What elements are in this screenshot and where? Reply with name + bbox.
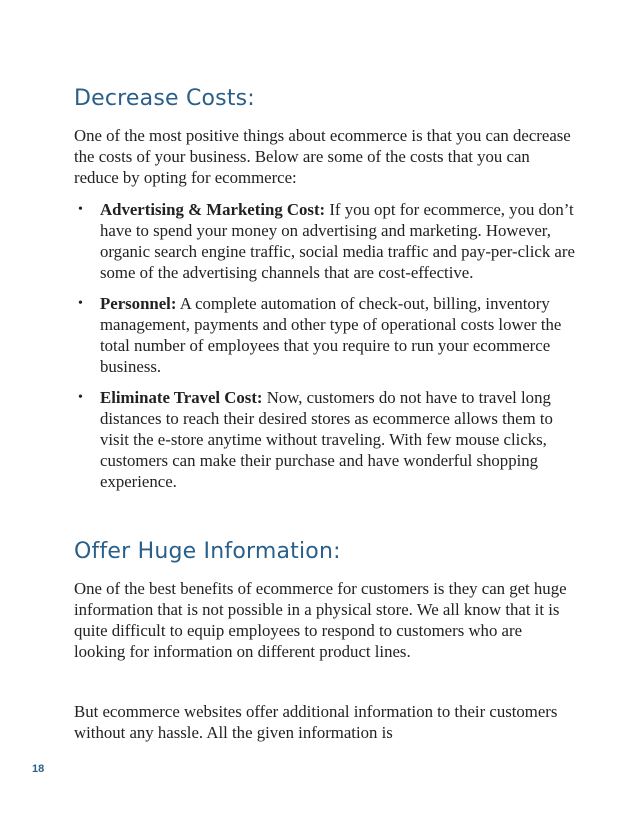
bullet-term: Eliminate Travel Cost:	[100, 388, 263, 407]
bullet-advertising-marketing	[74, 199, 584, 283]
section-heading-offer-information: Offer Huge Information:	[74, 539, 341, 564]
bullet-term: Personnel:	[100, 294, 177, 313]
offer-information-paragraph-2: But ecommerce websites offer additional information to their customers without any hassle. All the given information is	[74, 702, 558, 742]
bullet-point-icon: •	[78, 202, 83, 217]
bullet-text: A complete automation of check-out, billing, inventory management, payments and other type of operational costs lower the total number of employees that you require to run your ecommerce business.	[100, 294, 562, 376]
bullet-eliminate-travel	[74, 387, 584, 492]
section-heading-decrease-costs: Decrease Costs:	[74, 86, 255, 111]
bullet-text: Now, customers do not have to travel long distances to reach their desired stores as ecommerce allows them to visit the e-store anytime without traveling. With few mouse clicks, customers can make their purchase and have wonderful shopping experience.	[100, 388, 553, 491]
bullet-point-icon: •	[78, 390, 83, 405]
cost-bullet-list	[74, 199, 584, 502]
page-number: 18	[32, 763, 45, 775]
bullet-text: If you opt for ecommerce, you don’t have to spend your money on advertising and marketing. However, organic search engine traffic, social media traffic and pay-per-click are some of the advertising channels that are cost-effective.	[100, 200, 575, 282]
offer-information-paragraph-1: One of the best benefits of ecommerce for customers is they can get huge information that is not possible in a physical store. We all know that it is quite difficult to equip employees to respond to customers who are looking for information on different product lines.	[74, 579, 567, 661]
bullet-personnel	[74, 293, 584, 377]
decrease-costs-intro: One of the most positive things about ecommerce is that you can decrease the costs of your business. Below are some of the costs that you can reduce by opting for ecommerce:	[74, 126, 571, 187]
bullet-point-icon: •	[78, 296, 83, 311]
bullet-term: Advertising & Marketing Cost:	[100, 200, 326, 219]
